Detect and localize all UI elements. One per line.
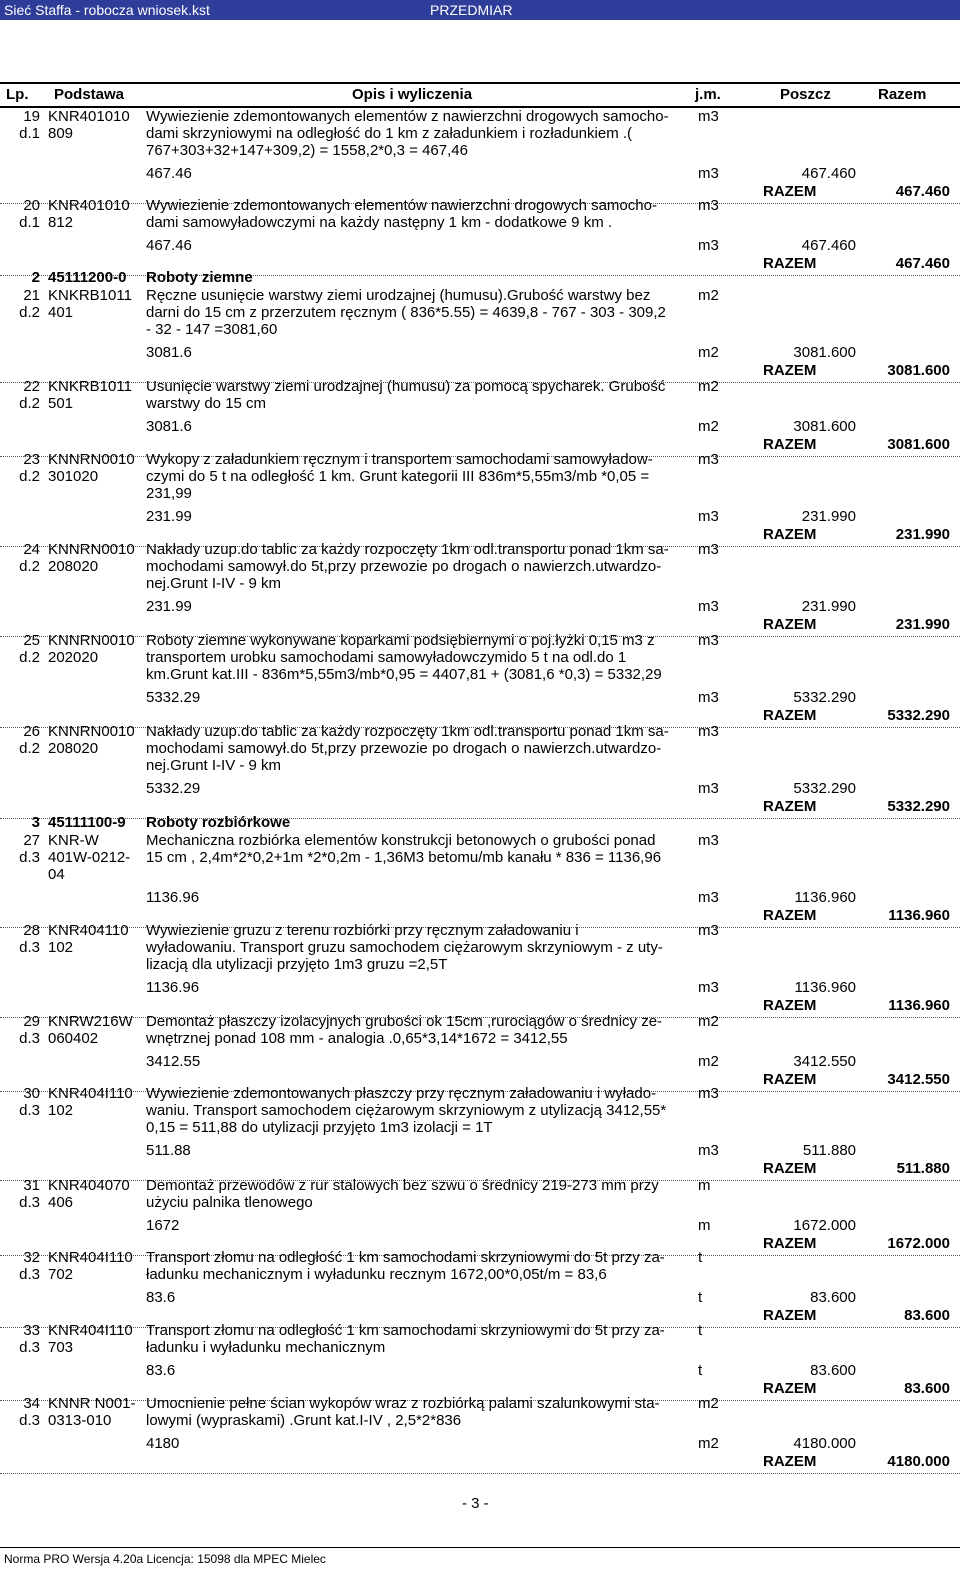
item-total-value: 3081.600	[887, 436, 950, 453]
item-number: 25	[23, 632, 40, 649]
item-number: 32	[23, 1249, 40, 1266]
item-total-value: 83.600	[904, 1307, 950, 1324]
section-code: 45111100-9	[48, 814, 126, 831]
item-description-line: Demontaż płaszczy izolacyjnych grubości ok 15cm ,rurociągów o średnicy ze-	[146, 1013, 663, 1030]
header-poszcz: Poszcz	[780, 86, 831, 103]
item-unit: m3	[698, 723, 719, 740]
item-quantity: 5332.29	[146, 780, 201, 797]
item-description-line: czymi do 5 t na odległość 1 km. Grunt kategorii III 836m*5,55m3/mb *0,05 =	[146, 468, 650, 485]
item-total-label: RAZEM	[763, 707, 817, 724]
item-base-code: KNKRB1011	[48, 287, 132, 304]
item-base-code: 401W-0212-	[48, 849, 131, 866]
row-divider	[0, 275, 960, 276]
section-code: 45111200-0	[48, 269, 127, 286]
item-quantity-unit: m3	[698, 598, 719, 615]
item-total-value: 3081.600	[887, 362, 950, 379]
item-quantity-unit: m2	[698, 344, 719, 361]
item-partial-total: 3412.550	[793, 1053, 856, 1070]
item-chapter: d.3	[19, 1412, 40, 1429]
item-base-code: KNR404110	[48, 922, 129, 939]
item-total-value: 511.880	[896, 1160, 950, 1177]
item-total-label: RAZEM	[763, 616, 817, 633]
item-chapter: d.1	[19, 214, 40, 231]
item-description-line: wyładowaniu. Transport gruzu samochodem ciężarowym skrzyniowym - z uty-	[146, 939, 663, 956]
item-total-value: 83.600	[904, 1380, 950, 1397]
item-chapter: d.2	[19, 649, 40, 666]
item-total-label: RAZEM	[763, 1380, 817, 1397]
header-lp: Lp.	[6, 86, 29, 103]
item-description-line: Ręczne usunięcie warstwy ziemi urodzajnej (humusu).Grubość warstwy bez	[146, 287, 651, 304]
item-total-label: RAZEM	[763, 362, 817, 379]
item-description-line: Wywiezienie zdemontowanych płaszczy przy ręcznym załadowaniu i wyłado-	[146, 1085, 657, 1102]
page-number: - 3 -	[462, 1495, 489, 1512]
item-base-code: KNRW216W	[48, 1013, 133, 1030]
item-unit: t	[698, 1249, 703, 1266]
item-chapter: d.2	[19, 468, 40, 485]
item-base-code: KNR404070	[48, 1177, 130, 1194]
item-base-code: KNR404I110	[48, 1085, 133, 1102]
item-quantity: 83.6	[146, 1362, 176, 1379]
item-base-code: 0313-010	[48, 1412, 112, 1429]
item-number: 24	[23, 541, 40, 558]
item-description-line: dami samowyładowczymi na każdy następny 1 km - dodatkowe 9 km .	[146, 214, 613, 231]
item-quantity: 1672	[146, 1217, 180, 1234]
item-description-line: wnętrznej ponad 108 mm - analogia .0,65*3,14*1672 = 3412,55	[146, 1030, 568, 1047]
item-chapter: d.2	[19, 304, 40, 321]
item-description-line: transportem urobku samochodami samowyładowczymido 5 t na odl.do 1	[146, 649, 627, 666]
item-total-label: RAZEM	[763, 798, 817, 815]
item-total-value: 5332.290	[887, 707, 950, 724]
item-description-line: dami skrzyniowymi na odległość do 1 km z załadunkiem i rozładunkiem .(	[146, 125, 633, 142]
item-description-line: Transport złomu na odległość 1 km samochodami skrzyniowymi do 5t przy za-	[146, 1322, 665, 1339]
item-unit: m	[698, 1177, 711, 1194]
item-description-line: km.Grunt kat.III - 836m*5,55m3/mb*0,95 = 4407,81 + (3081,6 *0,3) = 5332,29	[146, 666, 662, 683]
item-base-code: KNR404I110	[48, 1249, 133, 1266]
item-description-line: nej.Grunt I-IV - 9 km	[146, 757, 282, 774]
item-description-line: 15 cm , 2,4m*2*0,2+1m *2*0,2m - 1,36M3 betomu/mb kanału * 836 = 1136,96	[146, 849, 662, 866]
item-base-code: 401	[48, 304, 74, 321]
item-unit: m3	[698, 632, 719, 649]
item-partial-total: 83.600	[810, 1289, 856, 1306]
item-total-label: RAZEM	[763, 1453, 817, 1470]
item-base-code: 301020	[48, 468, 99, 485]
item-number: 23	[23, 451, 40, 468]
item-quantity: 3412.55	[146, 1053, 201, 1070]
item-partial-total: 5332.290	[793, 689, 856, 706]
item-description-line: 767+303+32+147+309,2) = 1558,2*0,3 = 467,46	[146, 142, 468, 159]
item-unit: m3	[698, 922, 719, 939]
item-base-code: 04	[48, 866, 65, 883]
item-base-code: KNR401010	[48, 108, 130, 125]
item-number: 30	[23, 1085, 40, 1102]
item-number: 19	[23, 108, 40, 125]
item-base-code: KNNRN0010	[48, 723, 135, 740]
item-base-code: 102	[48, 1102, 74, 1119]
item-base-code: 809	[48, 125, 74, 142]
item-partial-total: 231.990	[801, 508, 856, 525]
item-description-line: Wywiezienie gruzu z terenu rozbiórki przy ręcznym załadowaniu i	[146, 922, 579, 939]
item-quantity: 1136.96	[146, 889, 200, 906]
item-partial-total: 1136.960	[794, 979, 856, 996]
item-description-line: Wykopy z załadunkiem ręcznym i transportem samochodami samowyładow-	[146, 451, 653, 468]
header-razem: Razem	[878, 86, 927, 103]
item-unit: m2	[698, 378, 719, 395]
item-number: 31	[23, 1177, 40, 1194]
item-unit: m2	[698, 1395, 719, 1412]
item-quantity: 467.46	[146, 165, 192, 182]
item-total-label: RAZEM	[763, 436, 817, 453]
item-number: 27	[23, 832, 40, 849]
item-unit: m3	[698, 832, 719, 849]
item-base-code: 102	[48, 939, 74, 956]
item-partial-total: 83.600	[810, 1362, 856, 1379]
item-total-value: 467.460	[895, 255, 950, 272]
row-divider	[0, 818, 960, 819]
item-base-code: KNR401010	[48, 197, 130, 214]
item-unit: m2	[698, 1013, 719, 1030]
item-total-label: RAZEM	[763, 526, 817, 543]
section-title: Roboty ziemne	[146, 269, 253, 286]
item-quantity-unit: t	[698, 1289, 703, 1306]
item-description-line: Nakłady uzup.do tablic za każdy rozpoczęty 1km odl.transportu ponad 1km sa-	[146, 723, 669, 740]
item-number: 34	[23, 1395, 40, 1412]
item-quantity-unit: m3	[698, 689, 719, 706]
item-chapter: d.2	[19, 395, 40, 412]
item-partial-total: 5332.290	[793, 780, 856, 797]
section-number: 2	[31, 269, 40, 286]
item-description-line: Usunięcie warstwy ziemi urodzajnej (humusu) za pomocą spycharek. Grubość	[146, 378, 666, 395]
item-quantity-unit: m3	[698, 237, 719, 254]
item-total-label: RAZEM	[763, 183, 817, 200]
item-total-label: RAZEM	[763, 1160, 817, 1177]
item-quantity: 3081.6	[146, 418, 192, 435]
item-description-line: Nakłady uzup.do tablic za każdy rozpoczęty 1km odl.transportu ponad 1km sa-	[146, 541, 669, 558]
item-base-code: 501	[48, 395, 74, 412]
item-partial-total: 4180.000	[793, 1435, 856, 1452]
item-description-line: lizacją dla utylizacji przyjęto 1m3 gruzu =2,5T	[146, 956, 448, 973]
item-description-line: - 32 - 147 =3081,60	[146, 321, 278, 338]
item-total-label: RAZEM	[763, 255, 817, 272]
item-description-line: darni do 15 cm z przerzutem ręcznym ( 836*5.55) = 4639,8 - 767 - 303 - 309,2	[146, 304, 666, 321]
item-base-code: KNR404I110	[48, 1322, 133, 1339]
item-description-line: waniu. Transport samochodem ciężarowym skrzyniowym z utylizacją 3412,55*	[146, 1102, 667, 1119]
item-description-line: warstwy do 15 cm	[146, 395, 267, 412]
item-base-code: 208020	[48, 558, 99, 575]
item-description-line: ładunku mechanicznym i wyładunku recznym 1672,00*0,05t/m = 83,6	[146, 1266, 607, 1283]
item-quantity-unit: m2	[698, 418, 719, 435]
item-partial-total: 467.460	[801, 165, 856, 182]
item-chapter: d.3	[19, 939, 40, 956]
item-description-line: ładunku i wyładunku mechanicznym	[146, 1339, 386, 1356]
item-description-line: nej.Grunt I-IV - 9 km	[146, 575, 282, 592]
item-total-label: RAZEM	[763, 1235, 817, 1252]
item-total-value: 5332.290	[887, 798, 950, 815]
item-quantity: 511.88	[146, 1142, 191, 1159]
item-chapter: d.3	[19, 849, 40, 866]
item-description-line: lowymi (wypraskami) .Grunt kat.I-IV , 2,5*2*836	[146, 1412, 462, 1429]
item-unit: m3	[698, 197, 719, 214]
item-quantity-unit: m3	[698, 508, 719, 525]
item-description-line: Roboty ziemne wykonywane koparkami podsiębiernymi o poj.łyżki 0,15 m3 z	[146, 632, 655, 649]
item-chapter: d.1	[19, 125, 40, 142]
row-divider	[0, 1473, 960, 1474]
item-description-line: Umocnienie pełne ścian wykopów wraz z rozbiórką palami szalunkowymi sta-	[146, 1395, 660, 1412]
item-quantity: 231.99	[146, 508, 192, 525]
item-unit: m3	[698, 541, 719, 558]
item-description-line: mochodami samowył.do 5t,przy przewozie po drogach o nawierzch.utwardzo-	[146, 558, 662, 575]
item-quantity-unit: m2	[698, 1435, 719, 1452]
item-chapter: d.3	[19, 1339, 40, 1356]
item-total-value: 231.990	[895, 526, 950, 543]
item-base-code: 202020	[48, 649, 99, 666]
item-chapter: d.3	[19, 1266, 40, 1283]
item-base-code: KNNRN0010	[48, 632, 135, 649]
item-number: 22	[23, 378, 40, 395]
item-quantity-unit: m	[698, 1217, 711, 1234]
item-chapter: d.2	[19, 740, 40, 757]
item-total-label: RAZEM	[763, 907, 817, 924]
item-total-value: 4180.000	[887, 1453, 950, 1470]
item-number: 20	[23, 197, 40, 214]
item-total-value: 231.990	[895, 616, 950, 633]
item-base-code: 060402	[48, 1030, 99, 1047]
item-quantity-unit: m3	[698, 1142, 719, 1159]
item-description-line: 231,99	[146, 485, 192, 502]
item-base-code: KNKRB1011	[48, 378, 132, 395]
item-base-code: KNR-W	[48, 832, 99, 849]
item-description-line: Wywiezienie zdemontowanych elementów nawierzchni drogowych samocho-	[146, 197, 657, 214]
item-total-label: RAZEM	[763, 1307, 817, 1324]
item-chapter: d.3	[19, 1102, 40, 1119]
item-base-code: 702	[48, 1266, 74, 1283]
document-title: Sieć Staffa - robocza wniosek.kst	[4, 2, 210, 18]
item-description-line: mochodami samowył.do 5t,przy przewozie po drogach o nawierzch.utwardzo-	[146, 740, 662, 757]
report-title: PRZEDMIAR	[430, 2, 513, 18]
title-bar	[0, 0, 960, 20]
item-quantity-unit: t	[698, 1362, 703, 1379]
item-quantity: 467.46	[146, 237, 192, 254]
item-partial-total: 1672.000	[793, 1217, 856, 1234]
header-jm: j.m.	[695, 86, 721, 103]
item-partial-total: 1136.960	[794, 889, 856, 906]
item-unit: m3	[698, 451, 719, 468]
item-total-label: RAZEM	[763, 997, 817, 1014]
item-description-line: Mechaniczna rozbiórka elementów konstrukcji betonowych o grubości ponad	[146, 832, 656, 849]
item-total-value: 1136.960	[888, 907, 950, 924]
item-partial-total: 467.460	[801, 237, 856, 254]
item-quantity: 5332.29	[146, 689, 201, 706]
item-base-code: 406	[48, 1194, 74, 1211]
item-description-line: Demontaż przewodów z rur stalowych bez szwu o średnicy 219-273 mm przy	[146, 1177, 659, 1194]
item-unit: t	[698, 1322, 703, 1339]
item-quantity-unit: m3	[698, 165, 719, 182]
item-number: 21	[23, 287, 40, 304]
item-number: 33	[23, 1322, 40, 1339]
item-number: 28	[23, 922, 40, 939]
item-base-code: KNNR N001-	[48, 1395, 136, 1412]
item-base-code: KNNRN0010	[48, 541, 135, 558]
item-total-value: 1136.960	[888, 997, 950, 1014]
item-quantity: 4180	[146, 1435, 180, 1452]
item-description-line: 0,15 = 511,88 do utylizacji przyjęto 1m3 izolacji = 1T	[146, 1119, 493, 1136]
item-quantity-unit: m3	[698, 979, 719, 996]
item-quantity: 1136.96	[146, 979, 200, 996]
item-base-code: 208020	[48, 740, 99, 757]
item-base-code: 812	[48, 214, 74, 231]
item-chapter: d.2	[19, 558, 40, 575]
item-description-line: Transport złomu na odległość 1 km samochodami skrzyniowymi do 5t przy za-	[146, 1249, 665, 1266]
item-quantity-unit: m3	[698, 780, 719, 797]
item-unit: m3	[698, 108, 719, 125]
item-partial-total: 3081.600	[793, 418, 856, 435]
item-quantity: 231.99	[146, 598, 192, 615]
item-base-code: 703	[48, 1339, 74, 1356]
item-description-line: użyciu palnika tlenowego	[146, 1194, 313, 1211]
footer-divider	[0, 1547, 960, 1548]
item-quantity: 83.6	[146, 1289, 176, 1306]
item-number: 26	[23, 723, 40, 740]
item-partial-total: 231.990	[801, 598, 856, 615]
item-quantity-unit: m3	[698, 889, 719, 906]
item-unit: m3	[698, 1085, 719, 1102]
item-number: 29	[23, 1013, 40, 1030]
header-opis: Opis i wyliczenia	[352, 86, 473, 103]
item-chapter: d.3	[19, 1194, 40, 1211]
item-description-line: Wywiezienie zdemontowanych elementów z nawierzchni drogowych samocho-	[146, 108, 669, 125]
item-quantity: 3081.6	[146, 344, 192, 361]
item-total-value: 3412.550	[887, 1071, 950, 1088]
item-unit: m2	[698, 287, 719, 304]
table-header	[0, 82, 960, 108]
section-number: 3	[31, 814, 40, 831]
header-podstawa: Podstawa	[54, 86, 125, 103]
item-total-label: RAZEM	[763, 1071, 817, 1088]
item-partial-total: 3081.600	[793, 344, 856, 361]
footer-text: Norma PRO Wersja 4.20a Licencja: 15098 dla MPEC Mielec	[4, 1552, 326, 1566]
section-title: Roboty rozbiórkowe	[146, 814, 291, 831]
item-chapter: d.3	[19, 1030, 40, 1047]
item-total-value: 1672.000	[887, 1235, 950, 1252]
item-partial-total: 511.880	[802, 1142, 856, 1159]
item-total-value: 467.460	[895, 183, 950, 200]
item-quantity-unit: m2	[698, 1053, 719, 1070]
item-base-code: KNNRN0010	[48, 451, 135, 468]
